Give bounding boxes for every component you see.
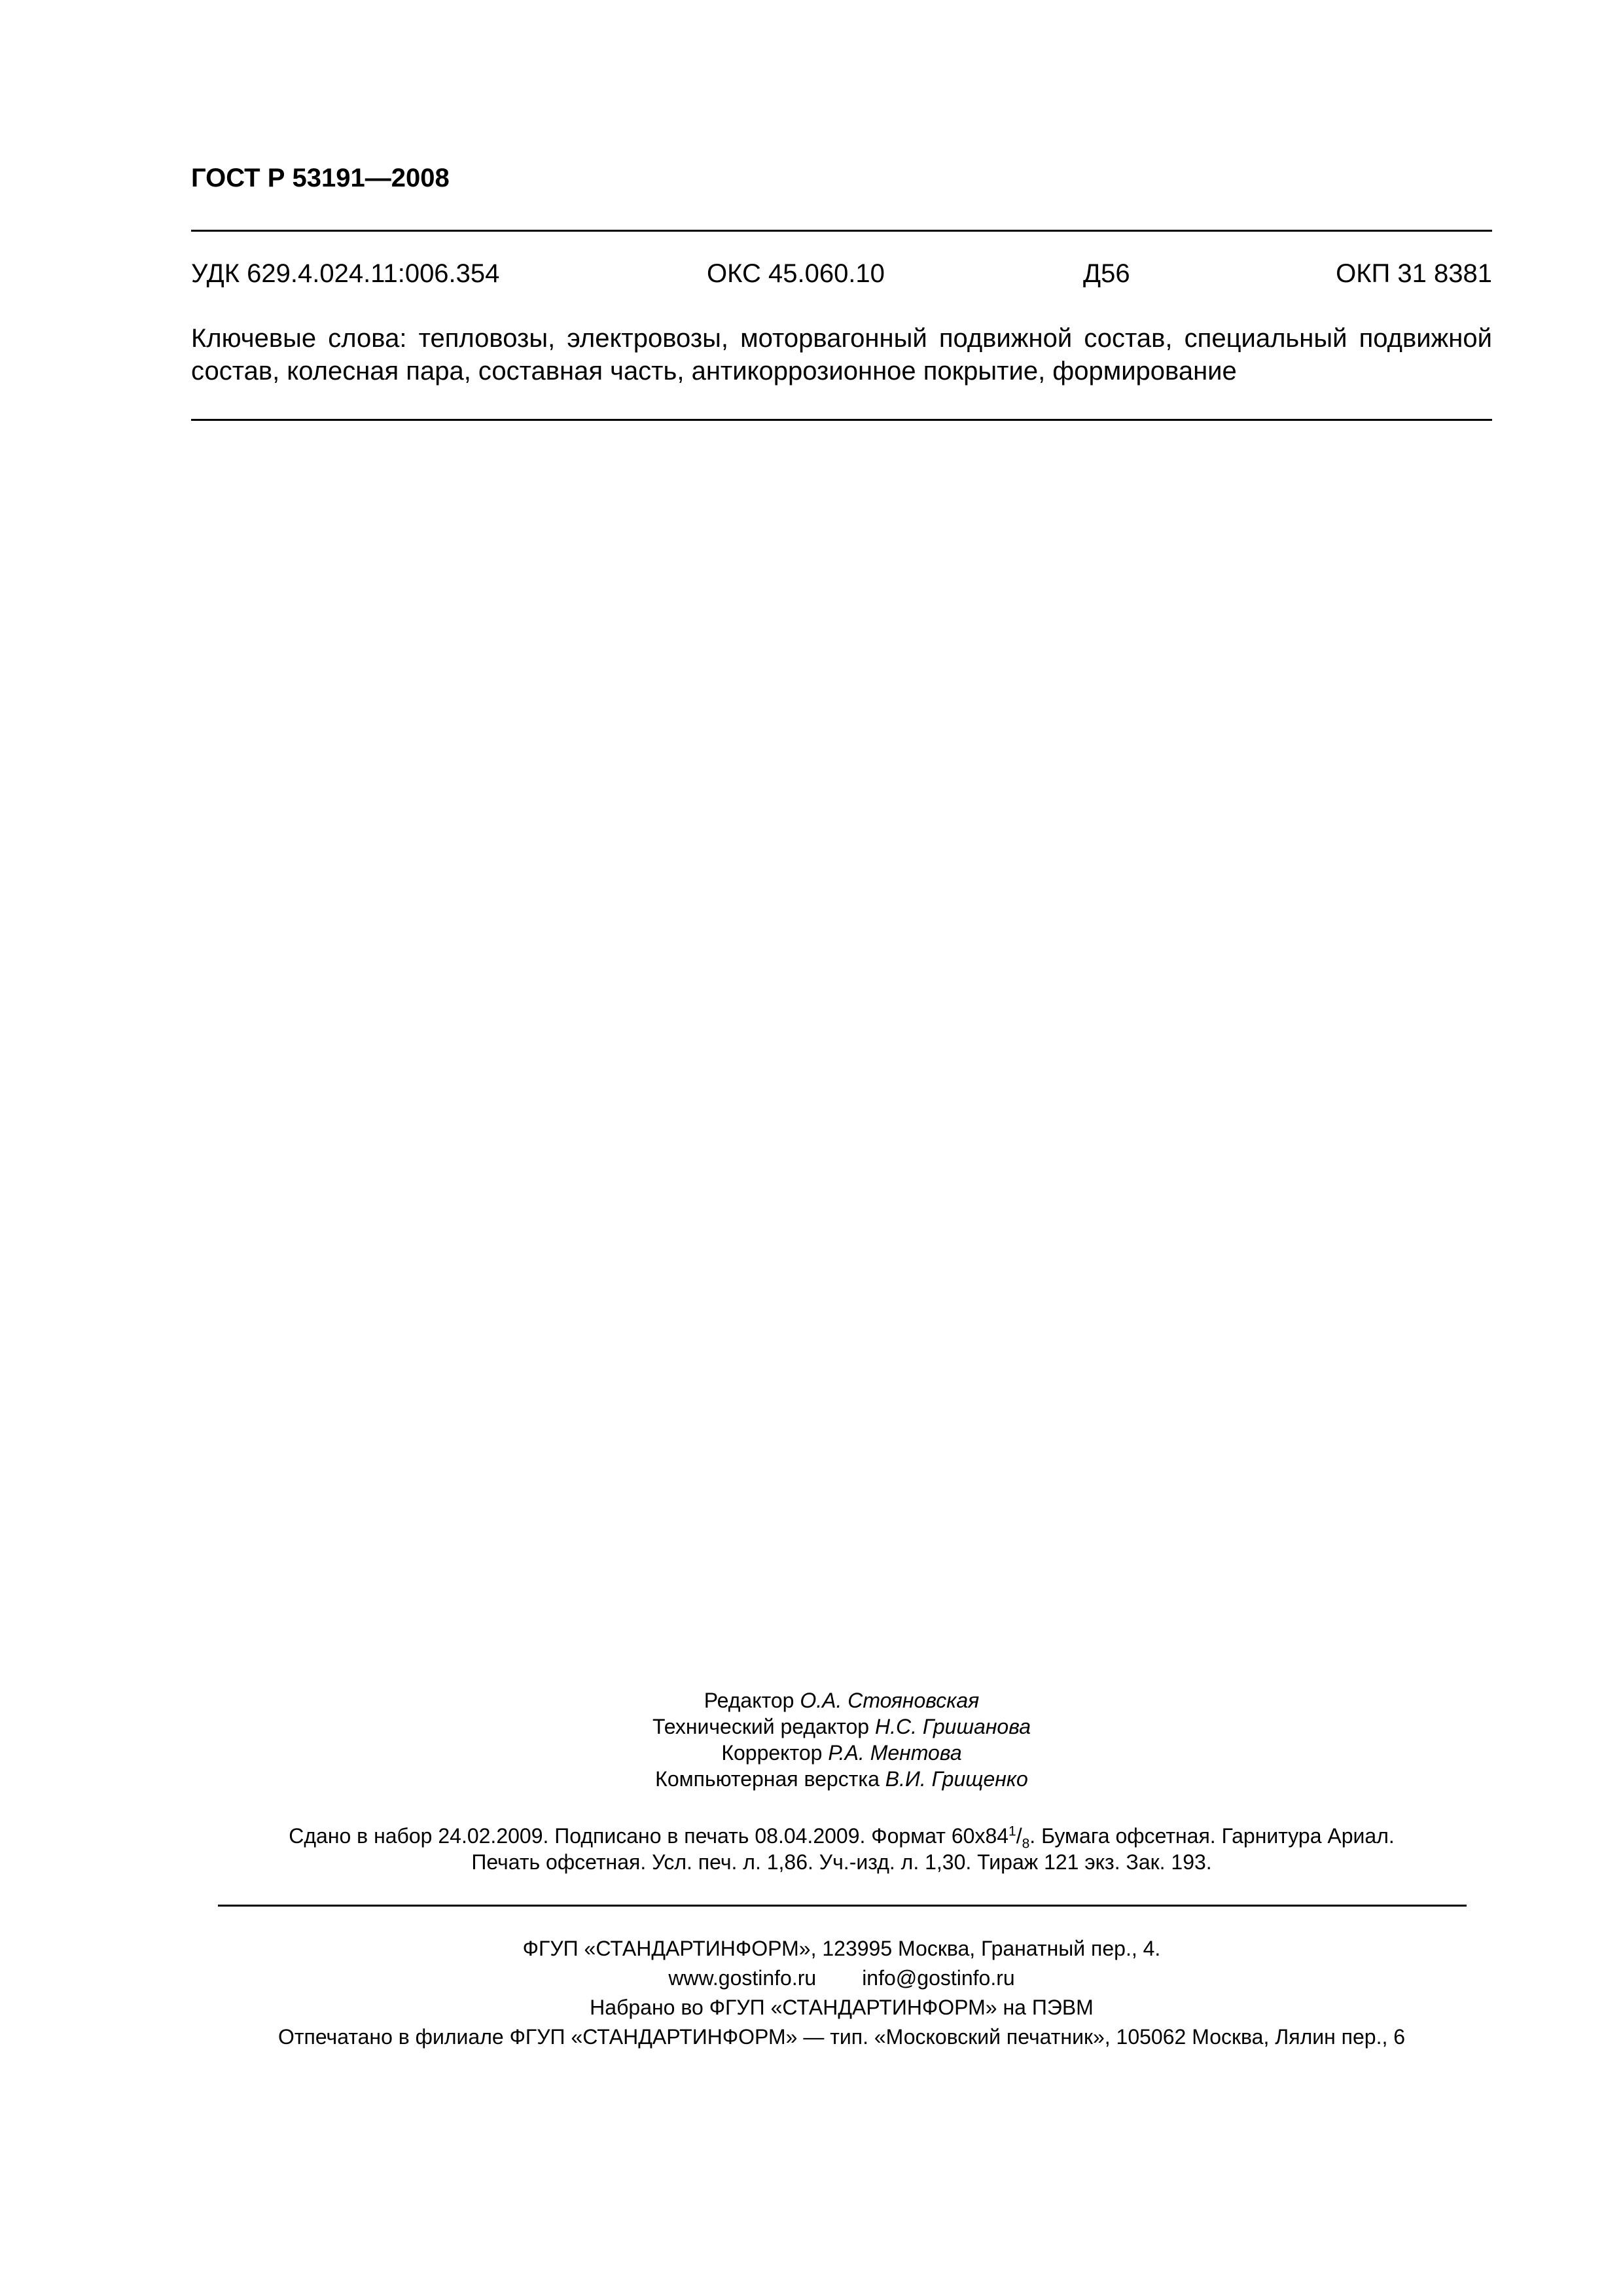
oks-code: ОКС 45.060.10 — [707, 259, 885, 288]
imprint-block — [191, 1823, 1492, 1875]
imprint-line-2: Печать офсетная. Усл. печ. л. 1,86. Уч.-изд. л. 1,30. Тираж 121 экз. Зак. 193. — [471, 1850, 1212, 1874]
credit-editor — [191, 1687, 1492, 1713]
credit-layout-label: Компьютерная верстка — [655, 1767, 880, 1791]
credit-layout — [191, 1766, 1492, 1792]
publisher-website: www.gostinfo.ru — [668, 1966, 817, 1990]
classification-row — [191, 258, 1492, 291]
credit-layout-name: В.И. Грищенко — [885, 1767, 1028, 1791]
credit-editor-label: Редактор — [704, 1689, 794, 1712]
keywords-divider — [191, 419, 1492, 421]
credits-block — [191, 1687, 1492, 1792]
publisher-address: ФГУП «СТАНДАРТИНФОРМ», 123995 Москва, Гранатный пер., 4. — [522, 1937, 1161, 1960]
top-divider — [191, 230, 1492, 232]
publisher-block — [191, 1934, 1492, 2052]
imprint-line-1-start: Сдано в набор 24.02.2009. Подписано в печать 08.04.2009. Формат 60x84 — [289, 1824, 1009, 1848]
udk-code: УДК 629.4.024.11:006.354 — [191, 259, 500, 288]
format-fraction-denominator: 8 — [1022, 1836, 1030, 1852]
publisher-typeset: Набрано во ФГУП «СТАНДАРТИНФОРМ» на ПЭВМ — [590, 1996, 1094, 2019]
standard-number: ГОСТ Р 53191—2008 — [191, 164, 450, 192]
credit-corrector-label: Корректор — [721, 1741, 823, 1765]
publisher-email: info@gostinfo.ru — [862, 1966, 1015, 1990]
credit-tech-editor-label: Технический редактор — [652, 1715, 870, 1738]
format-fraction-numerator: 1 — [1008, 1823, 1016, 1839]
credit-corrector-name: Р.А. Ментова — [828, 1741, 962, 1765]
credit-editor-name: О.А. Стояновская — [800, 1689, 980, 1712]
okp-code: ОКП 31 8381 — [1336, 259, 1492, 288]
imprint-line-1: Сдано в набор 24.02.2009. Подписано в печать 08.04.2009. Формат $60x84^1/_8$. Бумага офсетная. Гарнитура Ариал. — [289, 1823, 1395, 1852]
imprint-line-1-end: . Бумага офсетная. Гарнитура Ариал. — [1029, 1824, 1395, 1848]
group-code: Д56 — [1083, 259, 1130, 288]
publisher-printed: Отпечатано в филиале ФГУП «СТАНДАРТИНФОРМ» — тип. «Московский печатник», 105062 Москва, Лялин пер., 6 — [277, 2025, 1406, 2049]
publisher-contacts — [191, 1964, 1492, 1993]
imprint-divider — [218, 1905, 1467, 1907]
credit-corrector — [191, 1740, 1492, 1766]
keywords-paragraph: Ключевые слова: тепловозы, электровозы, моторвагонный подвижной состав, специальный подвижной состав, колесная пара, составная часть, антикоррозионное покрытие, формирование — [191, 324, 1492, 386]
credit-tech-editor — [191, 1713, 1492, 1740]
credit-tech-editor-name: Н.С. Гришанова — [874, 1715, 1031, 1738]
